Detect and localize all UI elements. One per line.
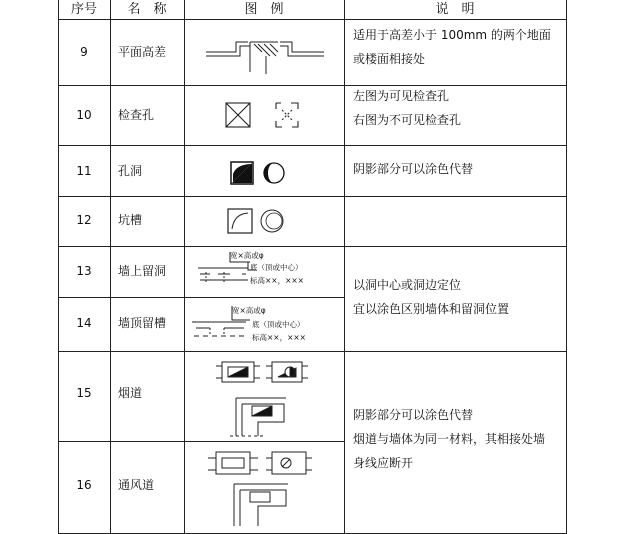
row-name: 检查孔 bbox=[118, 108, 155, 122]
merged-desc-line: 烟道与墙体为同一材料，其相接处墙 bbox=[353, 432, 546, 446]
row-desc-line: 阴影部分可以涂色代替 bbox=[353, 162, 474, 176]
header-desc: 说 明 bbox=[435, 2, 475, 17]
figure-note: 宽×高或φ bbox=[232, 306, 266, 315]
row-desc-line: 或楼面相接处 bbox=[353, 52, 426, 66]
row-seq: 12 bbox=[76, 213, 92, 227]
ventilation-duct-figure bbox=[206, 448, 326, 528]
hole-figure bbox=[230, 160, 290, 186]
row-seq: 11 bbox=[76, 164, 92, 178]
level-difference-figure bbox=[200, 36, 330, 76]
wall-opening-figure bbox=[196, 250, 346, 296]
row-seq: 15 bbox=[76, 386, 92, 400]
header-name: 名 称 bbox=[127, 2, 167, 17]
row-name: 墙上留洞 bbox=[118, 264, 167, 278]
row-seq: 13 bbox=[76, 264, 92, 278]
row-name: 平面高差 bbox=[118, 45, 167, 59]
figure-note: 底（顶或中心） bbox=[252, 320, 305, 329]
inspection-hole-figure bbox=[224, 101, 304, 131]
row-name: 烟道 bbox=[118, 386, 143, 400]
row-seq: 14 bbox=[76, 316, 92, 330]
row-seq: 16 bbox=[76, 478, 92, 492]
row-name: 墙顶留槽 bbox=[118, 316, 167, 330]
row-desc-line: 适用于高差小于 100mm 的两个地面 bbox=[353, 28, 551, 42]
flue-figure bbox=[214, 360, 324, 438]
row-desc-line: 左图为可见检查孔 bbox=[353, 89, 450, 103]
row-name: 坑槽 bbox=[118, 213, 143, 227]
header-figure: 图 例 bbox=[244, 2, 284, 17]
row-name: 通风道 bbox=[118, 478, 155, 492]
header-seq: 序号 bbox=[70, 2, 97, 17]
figure-note: 标高××，××× bbox=[250, 276, 304, 285]
figure-note: 标高××，××× bbox=[252, 333, 306, 342]
pit-figure bbox=[226, 207, 290, 235]
merged-desc-line: 身线应断开 bbox=[353, 456, 414, 470]
merged-desc-line: 宜以涂色区别墙体和留洞位置 bbox=[353, 302, 510, 316]
row-seq: 10 bbox=[76, 108, 92, 122]
merged-desc-line: 以洞中心或洞边定位 bbox=[353, 278, 462, 292]
wall-top-groove-figure bbox=[186, 304, 346, 348]
row-desc-line: 右图为不可见检查孔 bbox=[353, 113, 462, 127]
figure-note: 宽×高或φ bbox=[230, 251, 264, 260]
row-seq: 9 bbox=[80, 45, 88, 59]
figure-note: 底（顶或中心） bbox=[250, 263, 303, 272]
row-name: 孔洞 bbox=[118, 164, 143, 178]
merged-desc-line: 阴影部分可以涂色代替 bbox=[353, 408, 474, 422]
